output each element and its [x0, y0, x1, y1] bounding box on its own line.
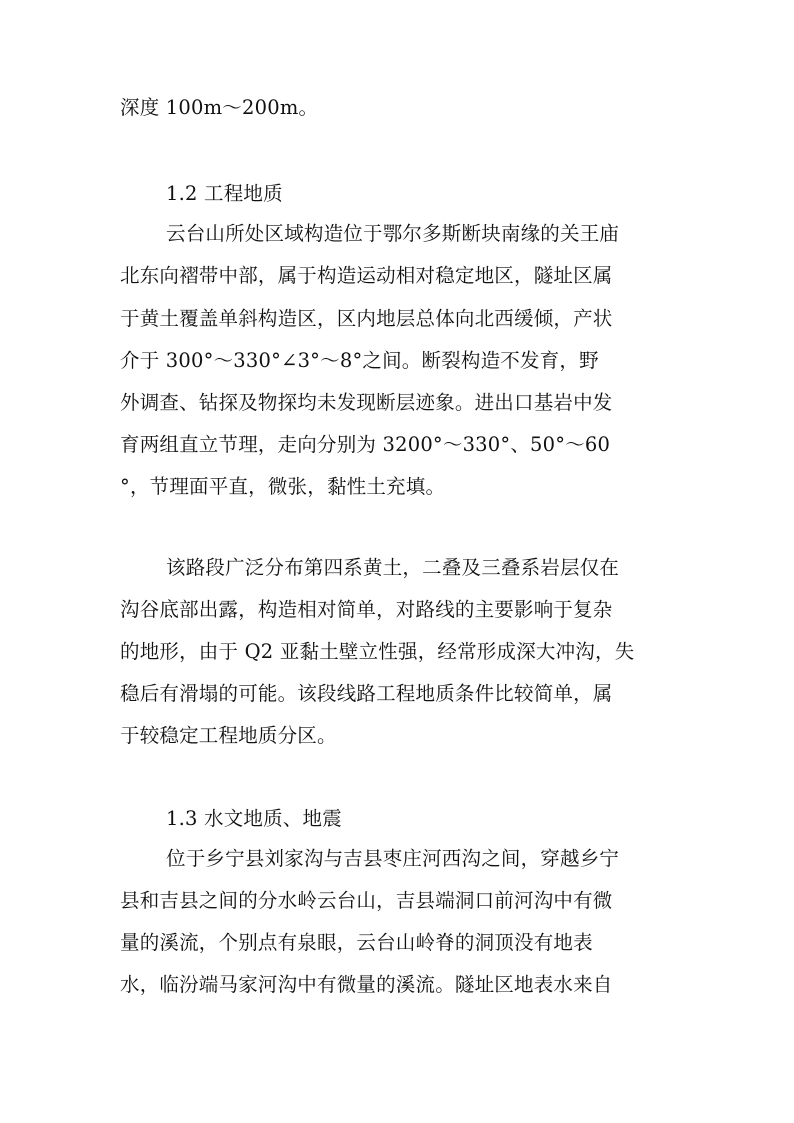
paragraph-line: 于黄土覆盖单斜构造区，区内地层总体向北西缓倾，产状 — [120, 307, 613, 330]
paragraph-line: 量的溪流，个别点有泉眼，云台山岭脊的洞顶没有地表 — [120, 931, 593, 954]
paragraph-line: 水，临汾端马家河沟中有微量的溪流。隧址区地表水来自 — [120, 973, 613, 996]
intro-line: 深度 100m～200m。 — [120, 96, 319, 119]
paragraph-line: 于较稳定工程地质分区。 — [120, 724, 337, 747]
paragraph-line: °，节理面平直，微张，黏性土充填。 — [120, 475, 446, 498]
paragraph-line: 沟谷底部出露，构造相对简单，对路线的主要影响于复杂 — [120, 598, 613, 621]
paragraph-line: 的地形，由于 Q2 亚黏土壁立性强，经常形成深大冲沟，失 — [120, 640, 635, 663]
paragraph-line: 稳后有滑塌的可能。该段线路工程地质条件比较简单，属 — [120, 682, 613, 705]
section-heading-1-3: 1.3 水文地质、地震 — [166, 807, 342, 830]
section-heading-1-2: 1.2 工程地质 — [166, 182, 283, 205]
paragraph-line: 介于 300°～330°∠3°～8°之间。断裂构造不发育，野 — [120, 349, 599, 372]
paragraph-line: 外调查、钻探及物探均未发现断层迹象。进出口基岩中发 — [120, 391, 613, 414]
paragraph-line: 县和吉县之间的分水岭云台山，吉县端洞口前河沟中有微 — [120, 889, 613, 912]
paragraph-line: 云台山所处区域构造位于鄂尔多斯断块南缘的关王庙 — [166, 222, 620, 245]
paragraph-line: 该路段广泛分布第四系黄土，二叠及三叠系岩层仅在 — [166, 556, 620, 579]
paragraph-line: 北东向褶带中部，属于构造运动相对稳定地区，隧址区属 — [120, 264, 613, 287]
paragraph-line: 位于乡宁县刘家沟与吉县枣庄河西沟之间，穿越乡宁 — [166, 847, 620, 870]
paragraph-line: 育两组直立节理，走向分别为 3200°～330°、50°～60 — [120, 433, 611, 456]
